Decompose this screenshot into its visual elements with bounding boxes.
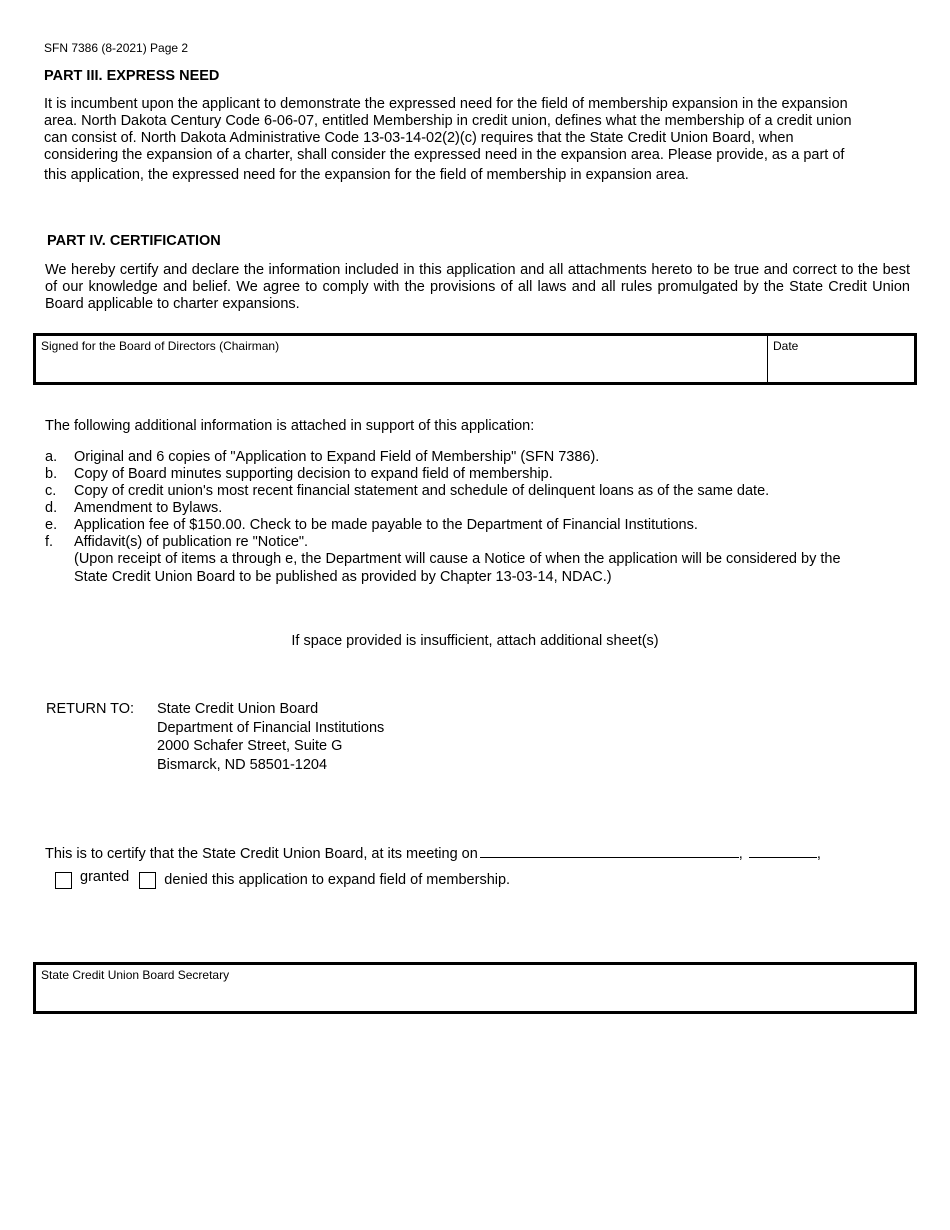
part3-line: area. North Dakota Century Code 6-06-07, entitled Membership in credit union, defines what the membership of a credit union [44, 113, 852, 129]
certify-comma: , [738, 846, 743, 862]
certify-comma: , [816, 846, 821, 862]
secretary-signature-field[interactable] [40, 979, 910, 1011]
part3-line: can consist of. North Dakota Administrative Code 13-03-14-02(2)(c) requires that the State Credit Union Board, when [44, 130, 794, 146]
list-item: b. Copy of Board minutes supporting decision to expand field of membership. [45, 466, 553, 482]
address-line: Bismarck, ND 58501-1204 [157, 756, 328, 773]
secretary-signature-box [33, 962, 917, 1014]
part3-line: this application, the expressed need for the expansion for the field of membership in expansion area. [44, 167, 689, 183]
address-line: State Credit Union Board [157, 701, 319, 717]
part3-line: It is incumbent upon the applicant to demonstrate the expressed need for the field of membership expansion in the expansion [44, 96, 848, 112]
attachments-note: (Upon receipt of items a through e, the Department will cause a Notice of when the application will be considered by the [74, 551, 841, 567]
insufficient-space-note: If space provided is insufficient, attach additional sheet(s) [291, 633, 659, 649]
signature-field[interactable] [40, 350, 765, 382]
address-line: Department of Financial Institutions [157, 719, 385, 736]
certify-line [45, 843, 821, 863]
granted-checkbox[interactable] [55, 872, 72, 889]
signature-date-field[interactable] [771, 350, 911, 382]
attachments-note: State Credit Union Board to be published as provided by Chapter 13-03-14, NDAC.) [74, 569, 612, 585]
signature-box [33, 333, 917, 385]
decision-row [55, 869, 511, 889]
signed-label: Signed for the Board of Directors (Chairman) [41, 339, 280, 353]
meeting-year-field[interactable] [749, 843, 817, 858]
attachments-intro: The following additional information is attached in support of this application: [45, 418, 535, 434]
form-id: SFN 7386 (8-2021) Page 2 [44, 41, 189, 55]
address-line: 2000 Schafer Street, Suite G [157, 738, 343, 754]
meeting-date-field[interactable] [480, 843, 739, 858]
date-label: Date [773, 339, 799, 353]
list-item: d. Amendment to Bylaws. [45, 500, 223, 516]
part4-heading: PART IV. CERTIFICATION [47, 233, 221, 249]
list-item: f. Affidavit(s) of publication re "Notice". [45, 534, 309, 550]
part3-paragraph [44, 96, 924, 184]
list-item: a. Original and 6 copies of "Application to Expand Field of Membership" (SFN 7386). [45, 449, 600, 465]
attachments-list [45, 449, 925, 586]
certify-text: This is to certify that the State Credit Union Board, at its meeting on [45, 846, 478, 862]
part3-heading: PART III. EXPRESS NEED [44, 68, 220, 84]
denied-checkbox[interactable] [139, 872, 156, 889]
secretary-label: State Credit Union Board Secretary [41, 968, 230, 982]
part4-paragraph: We hereby certify and declare the information included in this application and all attachments hereto to be true and correct to the best of our knowledge and belief. We agree to comply with the provisions of all laws and all rules promulgated by the State Credit Union Board applicable to charter expansions. [45, 262, 910, 312]
list-item: c. Copy of credit union's most recent financial statement and schedule of delinquent loans as of the same date. [45, 483, 770, 499]
signature-date-divider [767, 336, 768, 382]
granted-label: granted [80, 869, 130, 886]
return-to-address [157, 700, 384, 774]
denied-label: denied this application to expand field of membership. [164, 872, 511, 889]
list-item: e. Application fee of $150.00. Check to be made payable to the Department of Financial Institutions. [45, 517, 698, 533]
part3-line: considering the expansion of a charter, shall consider the expressed need in the expansion area. Please provide, as a part of [44, 147, 845, 163]
return-to-label: RETURN TO: [46, 701, 135, 717]
